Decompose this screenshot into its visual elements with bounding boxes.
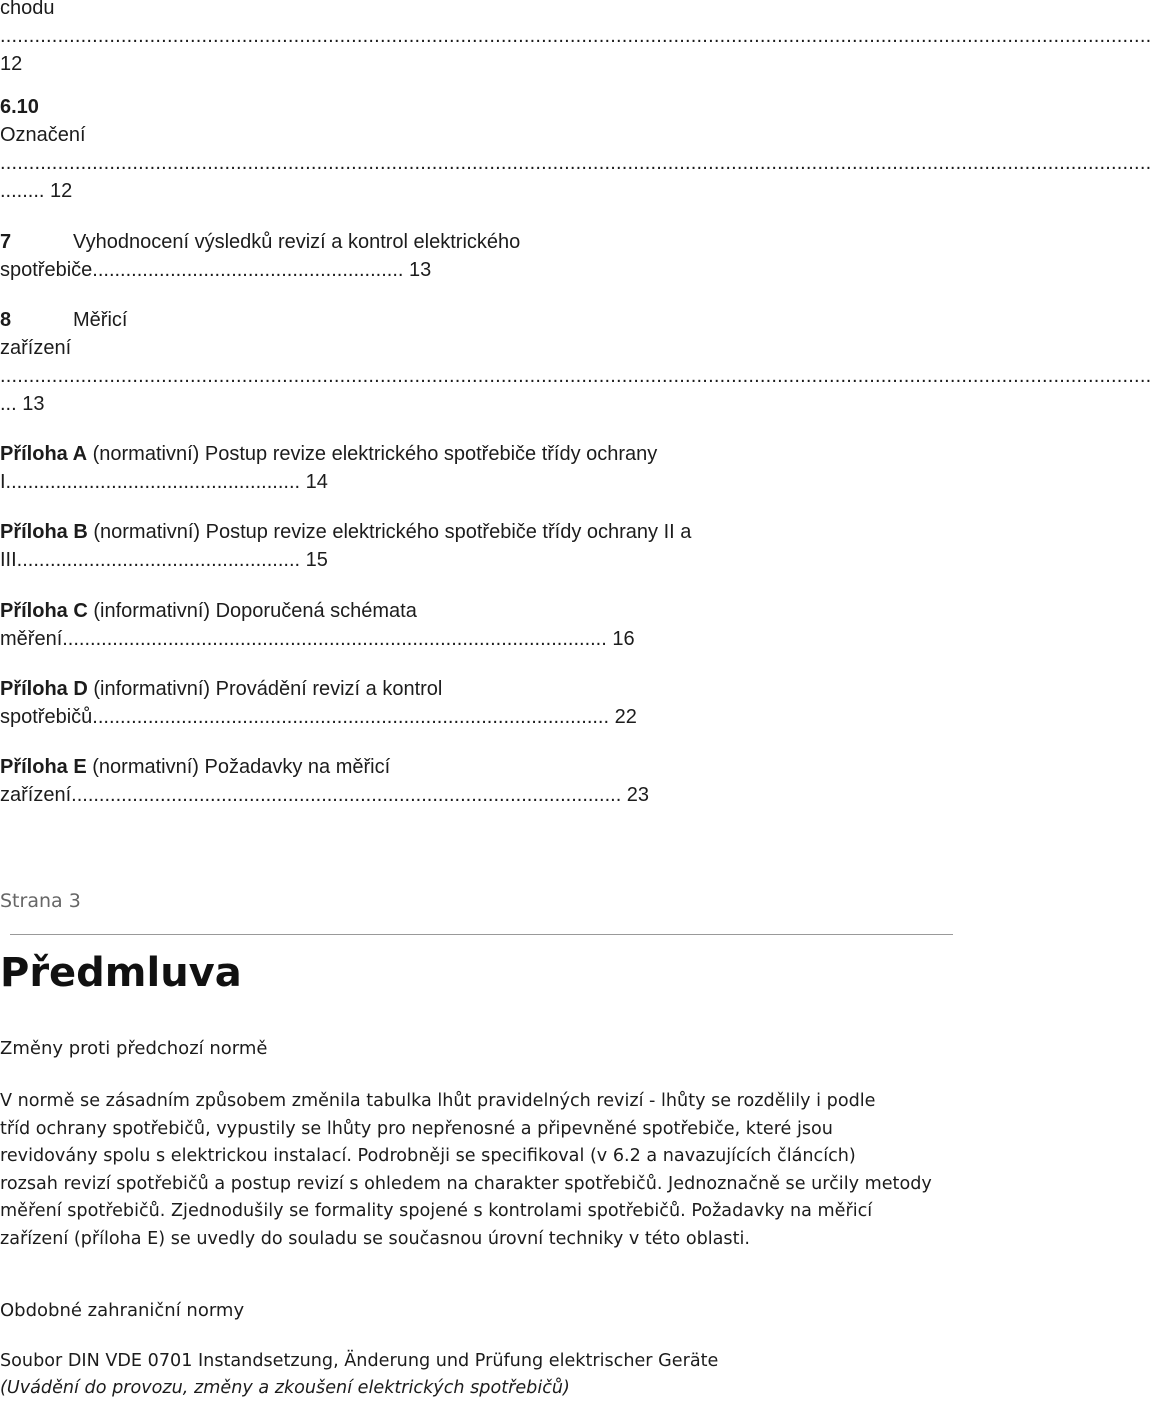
paragraph-line: tříd ochrany spotřebičů, vypustily se lhůty pro nepřenosné a připevněné spotřebiče, které jsou bbox=[0, 1118, 833, 1139]
toc-entry-appendix-b[interactable] bbox=[0, 518, 691, 546]
toc-page-number: ........ 12 bbox=[0, 180, 73, 202]
paragraph-line: revidovány spolu s elektrickou instalací. Podrobněji se specifikoval (v 6.2 a navazujících článcích) bbox=[0, 1146, 856, 1166]
toc-entry-title-cont: spotřebičů............................................................................................. 22 bbox=[0, 706, 637, 728]
toc-entry-appendix-d[interactable] bbox=[0, 675, 442, 703]
toc-entry-title: (normativní) Postup revize elektrického spotřebiče třídy ochrany II a bbox=[87, 521, 692, 543]
toc-entry-title-cont: zařízení................................................................................................... 23 bbox=[0, 784, 650, 806]
page-number-label: Strana 3 bbox=[0, 890, 81, 912]
toc-text-chodu: chodu bbox=[0, 0, 55, 19]
toc-entry-appendix-a[interactable] bbox=[0, 440, 657, 468]
section-title-foreign-standards: Obdobné zahraniční normy bbox=[0, 1300, 245, 1321]
toc-appendix-label: Příloha E bbox=[0, 756, 87, 778]
toc-entry-title: (normativní) Postup revize elektrického spotřebiče třídy ochrany bbox=[87, 443, 658, 465]
toc-entry-6-10[interactable] bbox=[0, 93, 39, 121]
toc-section-number: 8 bbox=[0, 309, 12, 331]
toc-entry-title-cont: měření.................................................................................................. 16 bbox=[0, 628, 635, 650]
toc-leader-dots: ........................................................................................................................................................................................................ bbox=[0, 152, 1151, 174]
toc-leader-dots: ........................................................................................................................................................................................................ bbox=[0, 25, 1151, 47]
toc-section-number: 6.10 bbox=[0, 96, 39, 118]
toc-leader-dots: ........................................................................................................................................................................................................ bbox=[0, 365, 1151, 387]
toc-appendix-label: Příloha D bbox=[0, 678, 88, 700]
toc-appendix-label: Příloha A bbox=[0, 443, 88, 465]
toc-entry-appendix-c[interactable] bbox=[0, 597, 417, 625]
toc-entry-title: Vyhodnocení výsledků revizí a kontrol elektrického bbox=[73, 231, 521, 253]
toc-appendix-label: Příloha B bbox=[0, 521, 88, 543]
toc-entry-title: (normativní) Požadavky na měřicí bbox=[86, 756, 391, 778]
toc-entry-title-cont: III................................................... 15 bbox=[0, 549, 328, 571]
changes-paragraph bbox=[0, 1088, 960, 1253]
din-standard-line: Soubor DIN VDE 0701 Instandsetzung, Änderung und Prüfung elektrischer Geräte bbox=[0, 1351, 719, 1371]
toc-entry-title: Měřicí bbox=[73, 309, 128, 331]
toc-entry-appendix-e[interactable] bbox=[0, 753, 390, 781]
toc-page-number: ... 13 bbox=[0, 393, 45, 415]
toc-entry-title-cont: spotřebiče........................................................ 13 bbox=[0, 259, 432, 281]
toc-entry-7[interactable] bbox=[0, 228, 520, 256]
toc-entry-title: (informativní) Provádění revizí a kontrol bbox=[87, 678, 443, 700]
toc-page-number: 12 bbox=[0, 53, 23, 75]
section-title-changes: Změny proti předchozí normě bbox=[0, 1038, 268, 1059]
din-standard-translation: (Uvádění do provozu, změny a zkoušení elektrických spotřebičů) bbox=[0, 1378, 570, 1398]
toc-entry-title: (informativní) Doporučená schémata bbox=[87, 600, 417, 622]
toc-entry-title: Označení bbox=[0, 124, 86, 146]
page-divider bbox=[10, 934, 953, 935]
paragraph-line: měření spotřebičů. Zjednodušily se formality spojené s kontrolami spotřebičů. Požadavky na měřicí bbox=[0, 1201, 873, 1221]
paragraph-line: rozsah revizí spotřebičů a postup revizí s ohledem na charakter spotřebičů. Jednoznačně se určily metody bbox=[0, 1173, 932, 1194]
paragraph-line: V normě se zásadním způsobem změnila tabulka lhůt pravidelných revizí - lhůty se rozdělily i podle bbox=[0, 1091, 876, 1111]
paragraph-line: zařízení (příloha E) se uvedly do souladu se současnou úrovní techniky v této oblasti. bbox=[0, 1228, 750, 1249]
toc-entry-title-cont: zařízení bbox=[0, 337, 72, 359]
toc-entry-title-cont: I..................................................... 14 bbox=[0, 471, 328, 493]
toc-entry-8[interactable] bbox=[0, 306, 127, 334]
page-title: Předmluva bbox=[0, 950, 242, 996]
toc-appendix-label: Příloha C bbox=[0, 600, 88, 622]
toc-section-number: 7 bbox=[0, 231, 12, 253]
